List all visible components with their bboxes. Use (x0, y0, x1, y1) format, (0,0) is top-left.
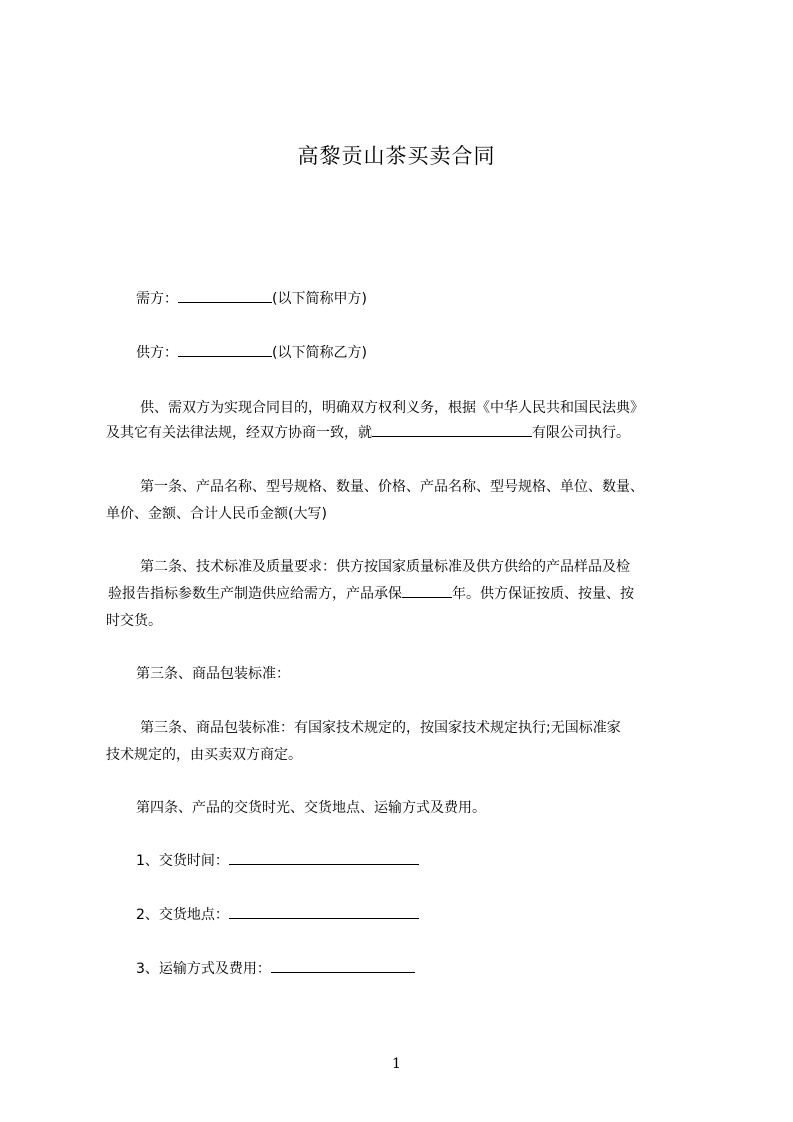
article1-line-1: 第一条、产品名称、型号规格、数量、价格、产品名称、型号规格、单位、数量、 (140, 479, 644, 495)
intro-line-2 (106, 418, 630, 449)
article2-line-2 (108, 579, 634, 610)
article3-line-1: 第三条、商品包装标准：有国家技术规定的，按国家技术规定执行;无国标准家 (140, 720, 621, 736)
article1-line-2: 单价、金额、合计人民币金额(大写) (106, 506, 327, 522)
document-title: 高黎贡山茶买卖合同 (297, 144, 496, 168)
company-blank (372, 421, 532, 437)
article4-heading: 第四条、产品的交货时光、交货地点、运输方式及费用。 (136, 800, 486, 816)
transport-label: 3、运输方式及费用： (136, 961, 271, 977)
delivery-time-blank (229, 849, 419, 865)
delivery-time-line (136, 846, 419, 877)
seller-blank (178, 341, 272, 357)
intro-text-a: 及其它有关法律法规，经双方协商一致，就 (106, 425, 372, 441)
article2-line-1: 第二条、技术标准及质量要求：供方按国家质量标准及供方供给的产品样品及检 (140, 559, 630, 575)
buyer-label: 需方： (136, 291, 178, 307)
intro-line-1: 供、需双方为实现合同目的，明确双方权利义务，根据《中华人民共和国民法典》 (140, 400, 644, 416)
transport-blank (271, 957, 415, 973)
delivery-place-blank (229, 903, 419, 919)
transport-line (136, 954, 415, 985)
delivery-time-label: 1、交货时间： (136, 853, 229, 869)
buyer-blank (178, 287, 272, 303)
seller-suffix: (以下简称乙方) (272, 345, 367, 361)
article2-text-a: 验报告指标参数生产制造供应给需方，产品承保 (108, 586, 402, 602)
delivery-place-label: 2、交货地点： (136, 907, 229, 923)
buyer-suffix: (以下简称甲方) (272, 291, 367, 307)
seller-line (136, 338, 367, 369)
buyer-line (136, 284, 367, 315)
article2-text-b: 年。供方保证按质、按量、按 (452, 586, 634, 602)
seller-label: 供方： (136, 345, 178, 361)
delivery-place-line (136, 900, 419, 931)
page-number: 1 (392, 1056, 401, 1072)
intro-text-b: 有限公司执行。 (532, 425, 630, 441)
article2-line-3: 时交货。 (106, 613, 162, 629)
warranty-years-blank (402, 582, 452, 598)
article3-line-2: 技术规定的，由买卖双方商定。 (106, 747, 302, 763)
article3-heading: 第三条、商品包装标准： (136, 666, 290, 682)
